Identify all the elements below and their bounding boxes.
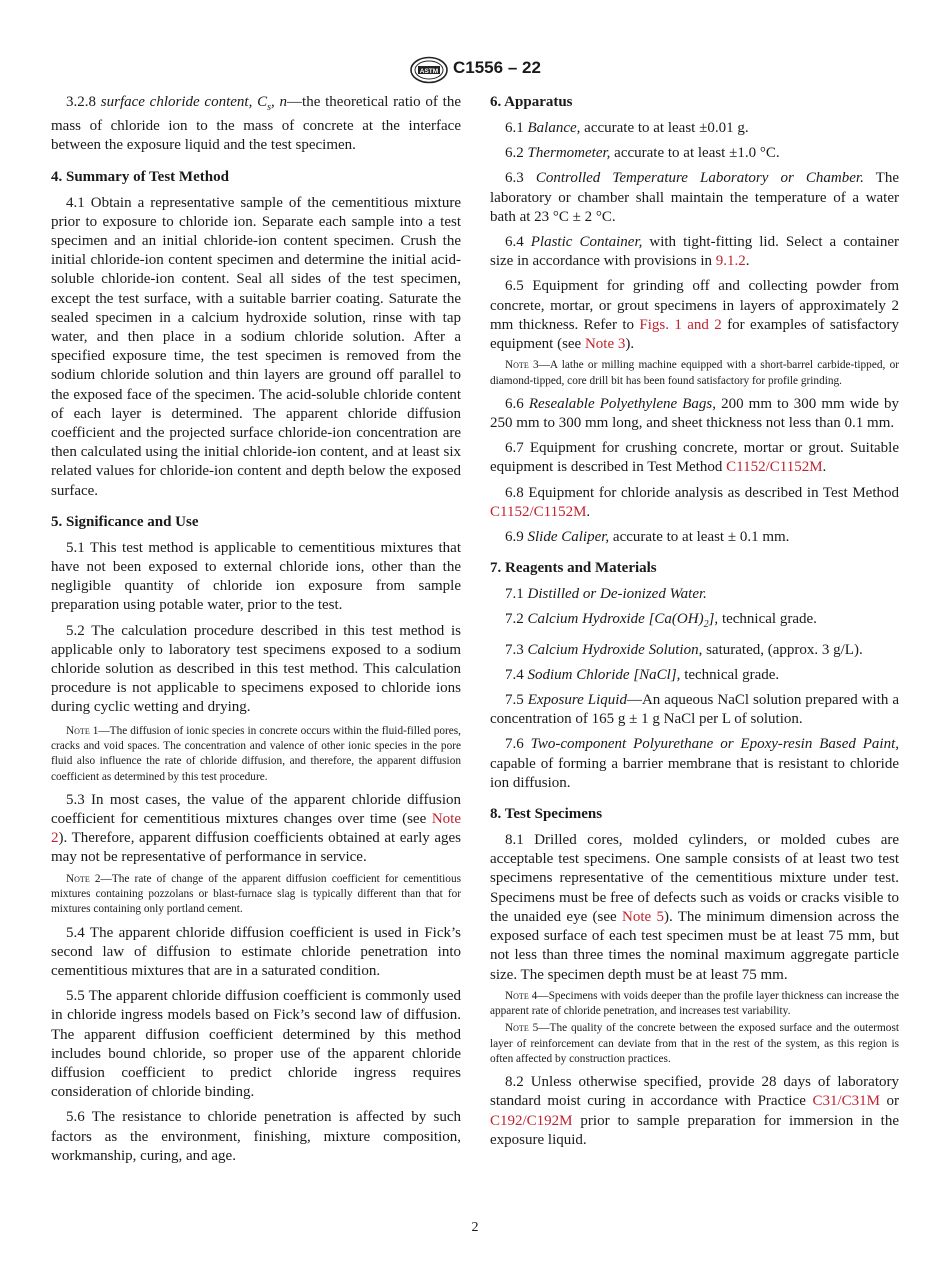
section-6-6: 6.6 Resealable Polyethylene Bags, 200 mm to 300 mm wide by 250 mm to 300 mm long, and sheet thickness not less than 0.1 mm.	[490, 395, 900, 432]
page-number: 2	[471, 1220, 479, 1235]
section-6-7: 6.7 Equipment for crushing concrete, mortar or grout. Suitable equipment is described in Test Method C1152/C1152M.	[490, 440, 899, 476]
section-5-3: 5.3 In most cases, the value of the apparent chloride diffusion coefficient for cementitious mixtures changes over time (see Note 2). Therefore, apparent diffusion coefficients obtained at early ages may not be representative of performance in service.	[51, 791, 461, 866]
c31-link[interactable]: C31/C31M	[812, 1093, 880, 1110]
note-4: Note 4—Specimens with voids deeper than the profile layer thickness can increase the apparent rate of chloride penetration, and increases test variability.	[490, 989, 899, 1017]
section-7-3: 7.3 Calcium Hydroxide Solution, saturated, (approx. 3 g/L).	[505, 641, 863, 658]
page-header	[0, 56, 950, 84]
standard-designation: C1556 – 22	[453, 58, 541, 77]
note-5: Note 5—The quality of the concrete between the exposed surface and the outermost layer of reinforcement can deviate from that in the rest of the system, as this region is often affected by construction practices.	[490, 1022, 899, 1065]
note-2: Note 2—The rate of change of the apparent diffusion coefficient for cementitious mixtures containing pozzolans or blast-furnace slag is typically different than that for mixtures containing only portland cement.	[51, 872, 462, 916]
left-column	[51, 93, 461, 1172]
section-6-9: 6.9 Slide Caliper, accurate to at least ± 0.1 mm.	[505, 529, 790, 546]
right-column	[490, 93, 899, 1156]
section-7-5: 7.5 Exposure Liquid—An aqueous NaCl solution prepared with a concentration of 165 g ± 1 g NaCl per L of solution.	[490, 692, 899, 728]
heading-summary: 4. Summary of Test Method	[51, 168, 229, 185]
note-2-link[interactable]: Note 2	[51, 811, 461, 847]
heading-reagents: 7. Reagents and Materials	[490, 560, 657, 577]
section-6-1: 6.1 Balance, accurate to at least ±0.01 g.	[505, 120, 749, 136]
section-6-2: 6.2 Thermometer, accurate to at least ±1.0 °C.	[505, 145, 780, 162]
section-7-1: 7.1 Distilled or De-ionized Water.	[505, 586, 707, 603]
section-5-6: 5.6 The resistance to chloride penetration is affected by such factors as the environment, finishing, mixture composition, workmanship, curing, and age.	[51, 1109, 461, 1164]
c192-link[interactable]: C192/C192M	[490, 1112, 573, 1129]
section-6-4: 6.4 Plastic Container, with tight-fitting lid. Select a container size in accordance with provisions in 9.1.2.	[490, 234, 899, 270]
section-5-4: 5.4 The apparent chloride diffusion coefficient is used in Fick’s second law of diffusion to estimate chloride penetration into cementitious mixtures that are in a saturated condition.	[51, 924, 461, 979]
figs-1-2-link[interactable]: Figs. 1 and 2	[639, 316, 722, 333]
section-4-1: 4.1 Obtain a representative sample of the cementitious mixture prior to exposure to chloride ion. Separate each sample into a test specimen and an initial chloride-ion content specimen. Crush the initial chloride-ion content specimen and determine the initial acid-soluble chloride-ion content. Seal all sides of the test specimen, except the test surface, with a suitable barrier coating. Saturate the sealed specimen in a calcium hydroxide solution, rinse with tap water, and then place in a sodium chloride solution. After a specified exposure time, the test specimen is removed from the sodium chloride solution and thin layers are ground off parallel to the exposed face of the specimen. The acid-soluble chloride content of each layer is determined. The apparent chloride diffusion coefficient and the projected surface chloride-ion concentration are then calculated using the initial chloride-ion content, and at least six related values for chloride-ion content and depth below the exposed surface.	[51, 194, 461, 499]
note-3: Note 3—A lathe or milling machine equipped with a short-barrel carbide-tipped, or diamond-tipped, core drill bit has been found satisfactory for profile grinding.	[490, 359, 899, 387]
c1152-link-2[interactable]: C1152/C1152M	[490, 503, 587, 520]
section-8-2: 8.2 Unless otherwise specified, provide 28 days of laboratory standard moist curing in accordance with Practice C31/C31M or C192/C192M prior to sample preparation for immersion in the exposure liquid.	[490, 1074, 900, 1148]
section-6-8: 6.8 Equipment for chloride analysis as described in Test Method C1152/C1152M.	[490, 484, 899, 520]
section-6-3: 6.3 Controlled Temperature Laboratory or Chamber. The laboratory or chamber shall maintain the temperature of a water bath at 23 °C ± 2 °C.	[490, 170, 900, 225]
section-7-2: 7.2 Calcium Hydroxide $[Ca(OH)_2]$, technical grade.	[505, 611, 817, 631]
svg-text:ASTM: ASTM	[419, 67, 439, 75]
heading-significance: 5. Significance and Use	[51, 513, 199, 530]
astm-logo-icon	[409, 56, 449, 84]
note-5-link[interactable]: Note 5	[622, 908, 664, 925]
section-5-5: 5.5 The apparent chloride diffusion coefficient is commonly used in chloride ingress models based on Fick’s second law of diffusion. The apparent diffusion coefficient determined by this method includes bound chloride, so proper use of the apparent chloride diffusion coefficient to predict chloride ingress requires consideration of chloride binding.	[51, 988, 461, 1101]
section-7-6: 7.6 Two-component Polyurethane or Epoxy-resin Based Paint, capable of forming a barrier membrane that is resistant to chloride ion diffusion.	[490, 736, 899, 791]
section-5-2: 5.2 The calculation procedure described in this test method is applicable only to laboratory test specimens exposed to a sodium chloride solution as described in this test method. This calculation procedure is not applicable to specimens exposed to chloride ions during cyclic wetting and drying.	[51, 622, 461, 716]
section-7-4: 7.4 Sodium Chloride [NaCl], technical grade.	[505, 666, 780, 683]
section-5-1: 5.1 This test method is applicable to cementitious mixtures that have not been exposed to external chloride ions, other than the negligible quantity of chloride ion exposure from sample preparation using potable water, prior to the test.	[51, 539, 461, 614]
note-3-link[interactable]: Note 3	[584, 336, 626, 353]
section-6-5: 6.5 Equipment for grinding off and collecting powder from concrete, mortar, or grout specimens in layers of approximately 2 mm thickness. Refer to Figs. 1 and 2 for examples of satisfactory equipment (see Note 3).	[490, 278, 899, 353]
heading-apparatus: 6. Apparatus	[490, 94, 573, 110]
c1152-link[interactable]: C1152/C1152M	[726, 459, 823, 476]
section-9-1-2-link[interactable]: 9.1.2	[715, 253, 746, 270]
note-1: Note 1—The diffusion of ionic species in concrete occurs within the fluid-filled pores, cracks and void spaces. The concentration and valence of other ionic species in the pore fluid also influence the rate of chloride diffusion, and therefore, the apparent diffusion coefficient as determined by this test procedure.	[51, 724, 461, 783]
section-8-1: 8.1 Drilled cores, molded cylinders, or molded cubes are acceptable test specimens. One sample consists of at least two test specimens representative of the cementitious mixture under test. Specimens must be free of defects such as voids or cracks visible to the unaided eye (see Note 5). The minimum dimension across the exposed surface of each test specimen must be at least 75 mm, but not less than three times the nominal maximum aggregate particle size. The specimen depth must be at least 75 mm.	[490, 832, 899, 983]
heading-test-specimens: 8. Test Specimens	[490, 806, 603, 823]
section-3-2-8: 3.2.8 surface chloride content, $C_s$, n—the theoretical ratio of the mass of chloride ion to the mass of concrete at the interface between the exposure liquid and the test specimen.	[51, 94, 462, 154]
